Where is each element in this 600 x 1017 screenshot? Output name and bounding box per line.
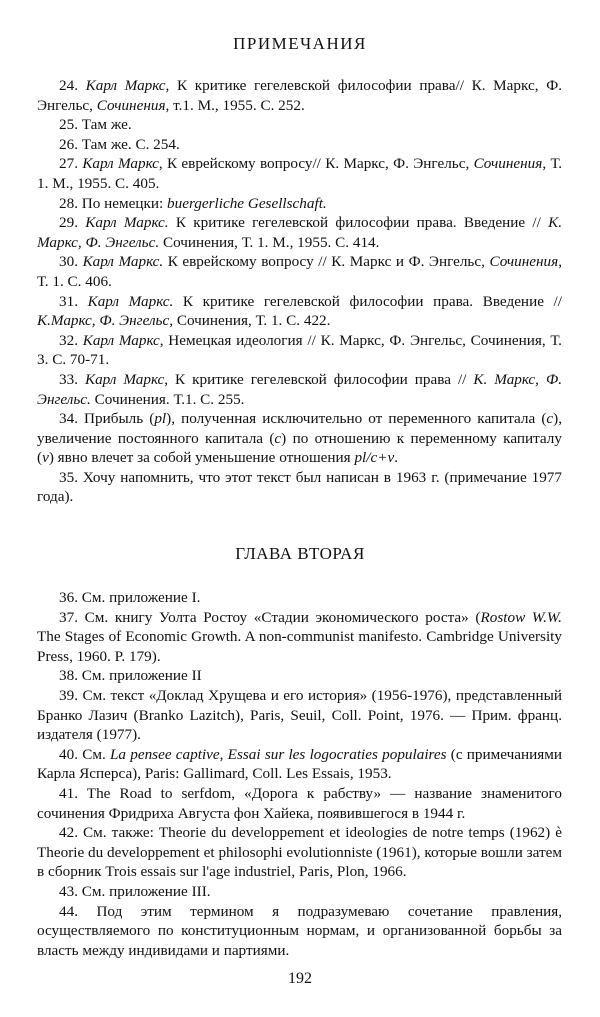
footnote-text: , К критике гегелевской философии права// К. Маркс, Ф. Энгельс, bbox=[37, 77, 562, 114]
footnote-number: 38. bbox=[59, 667, 78, 685]
footnote-number: 28. bbox=[59, 194, 78, 212]
footnote-text: . bbox=[394, 449, 399, 467]
footnote-number: 43. bbox=[59, 882, 78, 900]
footnote bbox=[37, 292, 562, 331]
footnote-text: (с примечаниями Карла Ясперса), Paris: Gallimard, Coll. Les Essais, 1953. bbox=[37, 745, 562, 783]
footnote bbox=[37, 76, 562, 115]
chapter-heading: ГЛАВА ВТОРАЯ bbox=[235, 544, 365, 563]
footnote-italic-text: Сочинения bbox=[489, 253, 559, 271]
footnote-text: См. приложение III. bbox=[77, 882, 211, 900]
footnote-italic-text: Карл Маркс. bbox=[82, 253, 164, 271]
footnote-number: 44. bbox=[59, 902, 78, 920]
footnote-text: , Т. 1. С. 406. bbox=[37, 253, 563, 290]
page-number: 192 bbox=[288, 970, 312, 987]
footnote-italic-text: v bbox=[42, 449, 49, 467]
footnote-text: См. bbox=[77, 745, 110, 763]
footnote-text: , К критике гегелевской философии права // bbox=[164, 370, 474, 388]
footnote-text: ) явно влечет за собой уменьшение отношения bbox=[48, 449, 355, 467]
footnote bbox=[37, 154, 562, 193]
footnote bbox=[37, 686, 562, 745]
footnote-text: Сочинения. Т.1. С. 255. bbox=[90, 390, 245, 408]
footnote-italic-text: buergerliche Gesellschaft. bbox=[167, 194, 327, 212]
footnote-number: 32. bbox=[59, 331, 78, 349]
footnote-text: Сочинения, Т. 1. М., 1955. С. 414. bbox=[159, 233, 380, 251]
footnote-text: Там же. bbox=[77, 116, 132, 134]
footnote-number: 27. bbox=[59, 155, 78, 173]
footnote bbox=[37, 588, 562, 608]
footnote-text: , Немецкая идеология // К. Маркс, Ф. Энгельс, Сочинения, Т. 3. С. 70-71. bbox=[37, 331, 562, 369]
footnote-text: Прибыль ( bbox=[77, 410, 155, 428]
footnote bbox=[37, 468, 562, 507]
footnote-italic-text: Карл Маркс bbox=[82, 331, 160, 349]
footnote-text: Там же. С. 254. bbox=[77, 135, 180, 153]
notes-list-chapter-two bbox=[37, 588, 562, 960]
footnote-text: , т.1. М., 1955. С. 252. bbox=[165, 96, 305, 114]
footnote-text: См. приложение I. bbox=[77, 589, 201, 606]
footnote-italic-text: pl bbox=[154, 410, 167, 428]
footnote-number: 36. bbox=[59, 589, 78, 606]
footnote-italic-text: c bbox=[546, 410, 554, 428]
footnote-italic-text: pl/c+v bbox=[354, 449, 395, 467]
footnote-italic-text: К.Маркс, Ф. Энгельс bbox=[37, 312, 170, 330]
footnote bbox=[37, 331, 562, 370]
footnote-text: К критике гегелевской философии права. Введение // bbox=[168, 214, 549, 232]
footnote-text: ), полученная исключительно от переменного капитала ( bbox=[166, 410, 547, 428]
footnote-number: 33. bbox=[59, 370, 78, 388]
footnote-text bbox=[78, 293, 88, 310]
footnote-text: См. книгу Уолта Ростоу «Стадии экономического роста» ( bbox=[77, 608, 481, 626]
footnote-italic-text: Сочинения bbox=[96, 96, 166, 114]
footnote-number: 41. bbox=[59, 784, 78, 802]
footnote bbox=[37, 252, 562, 291]
footnote-italic-text: c bbox=[274, 429, 282, 447]
footnote-text: К критике гегелевской философии права. Введение // bbox=[173, 292, 563, 310]
footnote-italic-text: Карл Маркс bbox=[82, 155, 159, 173]
footnote-text: См. также: Theorie du developpement et ideologies de notre temps (1962) è Theorie du developpement et philosophi evolutionniste (1961), которые вошли затем в сборник Trois essais sur l'age industriel, Paris, Plon, 1966. bbox=[37, 824, 562, 881]
footnote-italic-text: К. Маркс, Ф. Энгельс. bbox=[37, 370, 562, 408]
footnote-text: ) по отношению к переменному капиталу ( bbox=[37, 429, 562, 467]
footnote bbox=[37, 194, 562, 214]
footnote bbox=[37, 666, 562, 686]
footnote-italic-text: Карл Маркс bbox=[85, 370, 165, 388]
footnote-text bbox=[78, 371, 85, 388]
footnote bbox=[37, 135, 562, 155]
footnote-number: 42. bbox=[59, 824, 78, 842]
footnote bbox=[37, 784, 562, 823]
footnote-text: К еврейскому вопросу // К. Маркс и Ф. Энгельс, bbox=[163, 253, 490, 271]
footnote-text: По немецки: bbox=[77, 194, 168, 212]
footnote bbox=[37, 409, 562, 468]
footnote-text: См. приложение II bbox=[77, 667, 202, 685]
footnote-number: 34. bbox=[59, 410, 78, 428]
notes-list-notes-chapter-one bbox=[37, 76, 562, 507]
footnote-number: 25. bbox=[59, 116, 78, 134]
footnote-italic-text: Сочинения bbox=[473, 155, 543, 173]
footnote-italic-text: Карл Маркс bbox=[85, 77, 166, 94]
footnote bbox=[37, 823, 562, 882]
footnote-text: Хочу напомнить, что этот текст был написан в 1963 г. (примечание 1977 года). bbox=[37, 468, 562, 506]
footnote-number: 31. bbox=[59, 292, 78, 310]
footnote-text bbox=[78, 77, 86, 94]
footnote-italic-text: La pensee captive, Essai sur les logocraties populaires bbox=[109, 745, 447, 763]
footnote-number: 30. bbox=[59, 253, 78, 271]
footnote-text: ), увеличение постоянного капитала ( bbox=[37, 410, 562, 447]
footnote-text: Под этим термином я подразумеваю сочетание правления, осуществляемого по конституционным нормам, и организованной борьбы за власть между индивидами и партиями. bbox=[37, 902, 562, 959]
footnote bbox=[37, 115, 562, 135]
footnote bbox=[37, 213, 562, 252]
footnote-italic-text: К. Маркс, Ф. Энгельс. bbox=[37, 214, 562, 251]
footnote-italic-text: Карл Маркс. bbox=[85, 214, 169, 232]
footnote bbox=[37, 370, 562, 409]
footnote-italic-text: Карл Маркс. bbox=[87, 292, 174, 310]
footnote bbox=[37, 745, 562, 784]
footnote-number: 26. bbox=[59, 135, 78, 153]
footnote-number: 40. bbox=[59, 745, 78, 763]
footnote-number: 37. bbox=[59, 608, 78, 626]
footnote bbox=[37, 902, 562, 961]
footnote-text: The Stages of Economic Growth. A non-communist manifesto. Cambridge University Press, 1960. P. 179). bbox=[37, 628, 562, 665]
footnote bbox=[37, 882, 562, 902]
footnote-number: 35. bbox=[59, 468, 78, 486]
section-heading: ПРИМЕЧАНИЯ bbox=[233, 34, 367, 53]
footnote bbox=[37, 608, 562, 667]
footnote-italic-text: Rostow W.W. bbox=[480, 608, 562, 626]
footnote-number: 24. bbox=[59, 77, 78, 94]
footnote-text: См. текст «Доклад Хрущева и его история» (1956-1976), представленный Бранко Лазич (Branko Lazitch), Paris, Seuil, Coll. Point, 1976. — Прим. франц. издателя (1977). bbox=[37, 686, 562, 744]
footnote-number: 29. bbox=[59, 214, 78, 232]
footnote-number: 39. bbox=[59, 686, 78, 704]
footnote-text: , К еврейскому вопросу// К. Маркс, Ф. Энгельс, bbox=[158, 155, 474, 173]
footnote-text: The Road to serfdom, «Дорога к рабству» — название знаменитого сочинения Фридриха Августа фон Хайека, появившегося в 1944 г. bbox=[37, 784, 562, 822]
footnote-text: , Т. 1. М., 1955. С. 405. bbox=[37, 155, 562, 192]
footnote-text: , Сочинения, Т. 1. С. 422. bbox=[169, 312, 331, 330]
